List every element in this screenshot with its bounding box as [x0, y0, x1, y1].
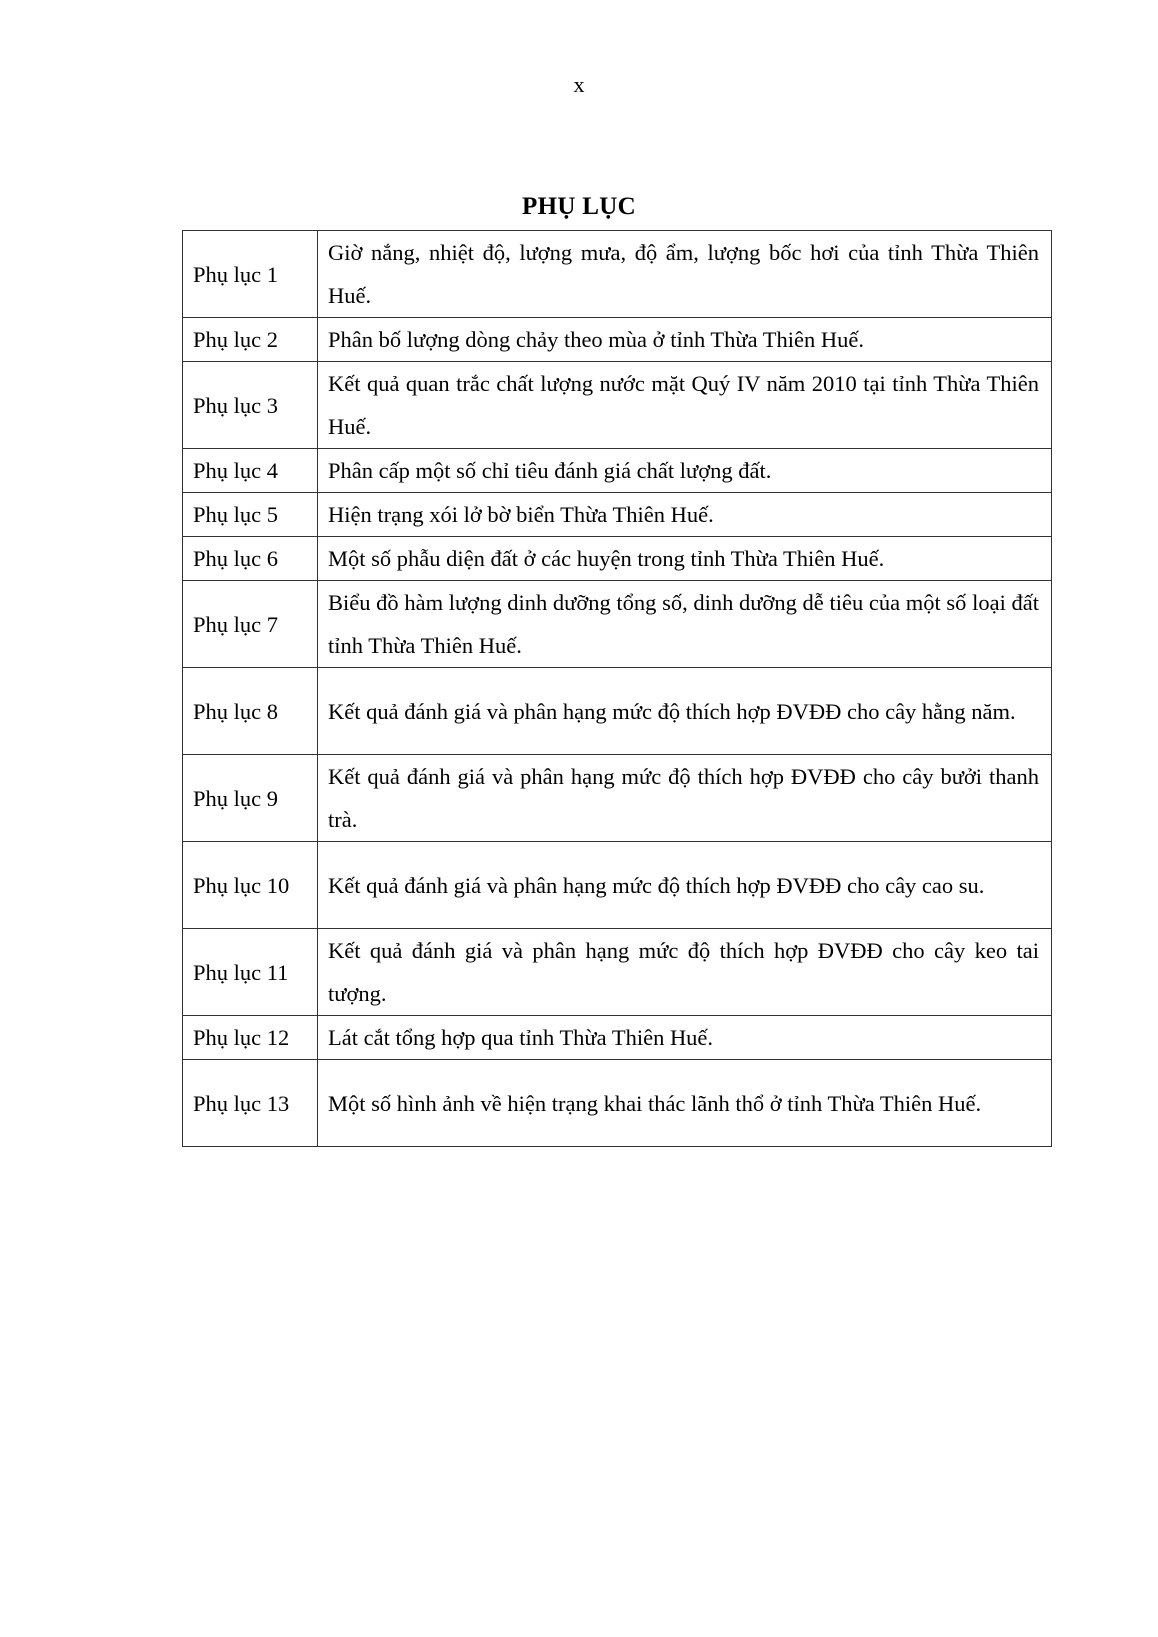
appendix-label: Phụ lục 13 [183, 1060, 318, 1147]
appendix-description: Kết quả đánh giá và phân hạng mức độ thích hợp ĐVĐĐ cho cây hằng năm. [318, 668, 1052, 755]
appendix-label: Phụ lục 10 [183, 842, 318, 929]
appendix-label: Phụ lục 9 [183, 755, 318, 842]
appendix-label: Phụ lục 12 [183, 1016, 318, 1060]
appendix-description: Phân cấp một số chỉ tiêu đánh giá chất lượng đất. [318, 449, 1052, 493]
table-row [183, 231, 1052, 318]
appendix-label: Phụ lục 5 [183, 493, 318, 537]
appendix-description: Kết quả đánh giá và phân hạng mức độ thích hợp ĐVĐĐ cho cây keo tai tượng. [318, 929, 1052, 1016]
table-row [183, 842, 1052, 929]
appendix-description: Hiện trạng xói lở bờ biển Thừa Thiên Huế. [318, 493, 1052, 537]
appendix-description: Biểu đồ hàm lượng dinh dưỡng tổng số, dinh dưỡng dễ tiêu của một số loại đất tỉnh Thừa Thiên Huế. [318, 581, 1052, 668]
appendix-description: Phân bố lượng dòng chảy theo mùa ở tỉnh Thừa Thiên Huế. [318, 318, 1052, 362]
appendix-description: Một số phẫu diện đất ở các huyện trong tỉnh Thừa Thiên Huế. [318, 537, 1052, 581]
appendix-description: Kết quả đánh giá và phân hạng mức độ thích hợp ĐVĐĐ cho cây bưởi thanh trà. [318, 755, 1052, 842]
table-row [183, 362, 1052, 449]
appendix-label: Phụ lục 7 [183, 581, 318, 668]
appendix-label: Phụ lục 8 [183, 668, 318, 755]
appendix-label: Phụ lục 11 [183, 929, 318, 1016]
appendix-label: Phụ lục 1 [183, 231, 318, 318]
appendix-label: Phụ lục 6 [183, 537, 318, 581]
appendix-description: Giờ nắng, nhiệt độ, lượng mưa, độ ẩm, lượng bốc hơi của tỉnh Thừa Thiên Huế. [318, 231, 1052, 318]
table-row [183, 581, 1052, 668]
table-row [183, 449, 1052, 493]
table-row [183, 318, 1052, 362]
page-title: PHỤ LỤC [522, 193, 636, 220]
appendix-label: Phụ lục 4 [183, 449, 318, 493]
appendix-label: Phụ lục 3 [183, 362, 318, 449]
appendix-table [182, 230, 1052, 1147]
appendix-description: Một số hình ảnh về hiện trạng khai thác lãnh thổ ở tỉnh Thừa Thiên Huế. [318, 1060, 1052, 1147]
table-row [183, 929, 1052, 1016]
table-row [183, 668, 1052, 755]
table-row [183, 1060, 1052, 1147]
table-row [183, 493, 1052, 537]
appendix-description: Kết quả quan trắc chất lượng nước mặt Quý IV năm 2010 tại tỉnh Thừa Thiên Huế. [318, 362, 1052, 449]
appendix-label: Phụ lục 2 [183, 318, 318, 362]
appendix-description: Lát cắt tổng hợp qua tỉnh Thừa Thiên Huế. [318, 1016, 1052, 1060]
appendix-description: Kết quả đánh giá và phân hạng mức độ thích hợp ĐVĐĐ cho cây cao su. [318, 842, 1052, 929]
page-number: x [573, 72, 585, 97]
table-row [183, 755, 1052, 842]
table-row [183, 1016, 1052, 1060]
table-row [183, 537, 1052, 581]
